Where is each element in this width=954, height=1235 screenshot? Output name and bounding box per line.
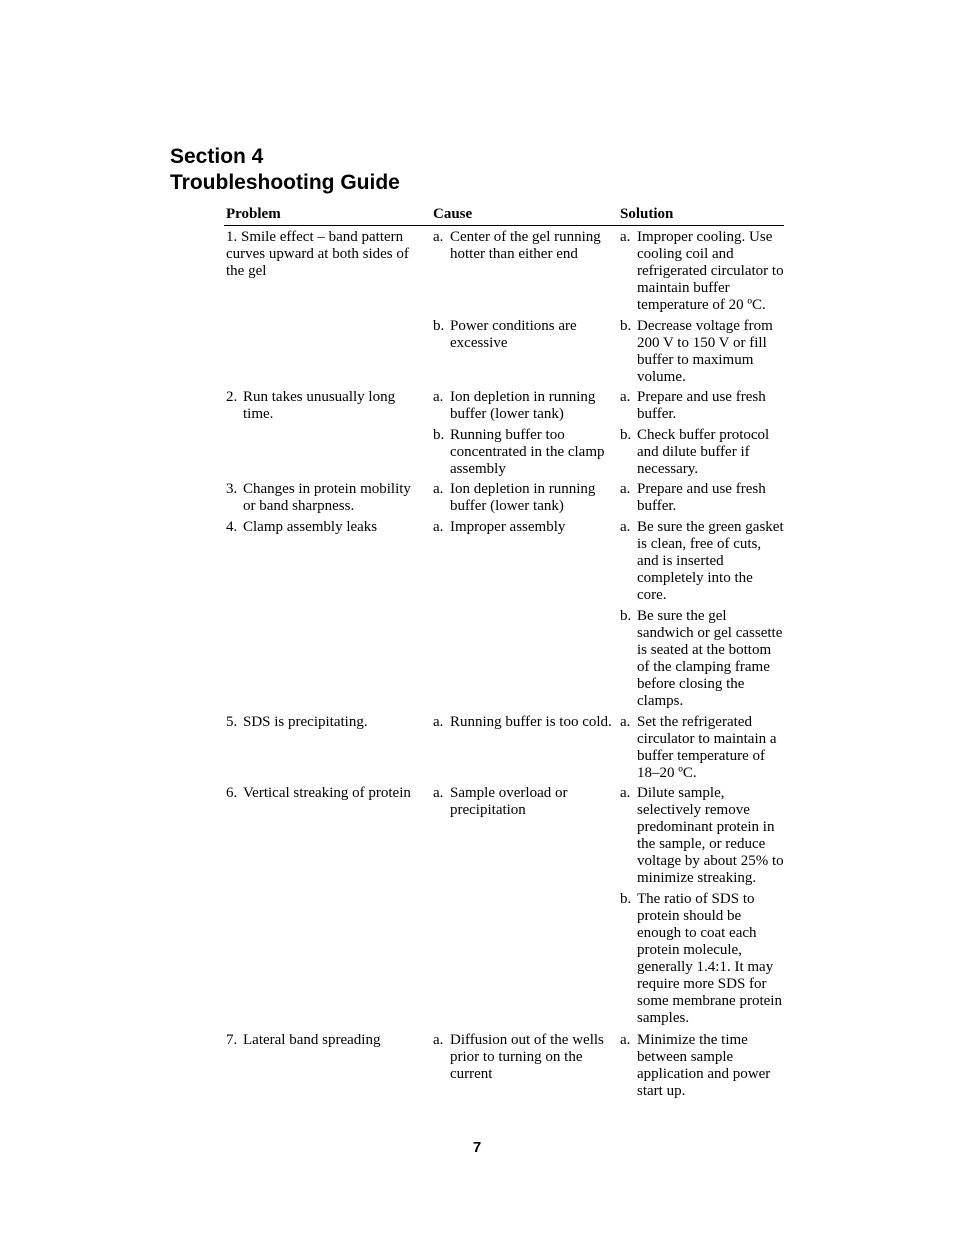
item-marker: a. [620, 389, 631, 405]
item-marker: a. [620, 229, 631, 245]
cause-6a [433, 785, 617, 819]
problem-5 [226, 714, 422, 731]
cause-text: Sample overload or precipitation [450, 785, 568, 818]
cause-2b [433, 427, 617, 478]
item-marker: a. [433, 389, 444, 405]
solution-7a [620, 1032, 784, 1100]
cause-text: Running buffer is too cold. [450, 714, 612, 730]
item-marker: a. [433, 519, 444, 535]
solution-text: Be sure the green gasket is clean, free of cuts, and is inserted completely into the core. [637, 519, 784, 603]
item-marker: b. [620, 608, 632, 624]
cause-text: Running buffer too concentrated in the clamp assembly [450, 427, 605, 477]
problem-number: 2. [226, 389, 238, 405]
solution-3a [620, 481, 784, 515]
page-number: 7 [472, 1139, 482, 1156]
solution-4b [620, 608, 784, 710]
problem-6 [226, 785, 422, 802]
item-marker: a. [620, 519, 631, 535]
problem-3 [226, 481, 422, 515]
item-marker: b. [433, 427, 445, 443]
item-marker: a. [620, 714, 631, 730]
item-marker: b. [620, 891, 632, 907]
problem-7 [226, 1032, 422, 1049]
cause-text: Power conditions are excessive [450, 318, 577, 351]
cause-text: Diffusion out of the wells prior to turning on the current [450, 1032, 604, 1082]
problem-2 [226, 389, 422, 423]
cause-7a [433, 1032, 617, 1083]
problem-number: 6. [226, 785, 238, 801]
solution-text: Prepare and use fresh buffer. [637, 481, 766, 514]
solution-2a [620, 389, 784, 423]
section-number: Section 4 [170, 145, 264, 168]
solution-text: Be sure the gel sandwich or gel cassette is seated at the bottom of the clamping frame before closing the clamps. [637, 608, 783, 709]
solution-text: Improper cooling. Use cooling coil and refrigerated circulator to maintain buffer temperature of 20 ºC. [637, 229, 784, 313]
cause-text: Center of the gel running hotter than either end [450, 229, 601, 262]
solution-text: The ratio of SDS to protein should be enough to coat each protein molecule, generally 1.4:1. It may require more SDS for some membrane protein samples. [637, 891, 782, 1026]
cause-text: Improper assembly [450, 519, 566, 535]
problem-number: 4. [226, 519, 238, 535]
solution-text: Dilute sample, selectively remove predominant protein in the sample, or reduce voltage by about 25% to minimize streaking. [637, 785, 784, 886]
problem-number: 7. [226, 1032, 238, 1048]
problem-number: 3. [226, 481, 238, 497]
column-header-problem: Problem [226, 206, 281, 222]
cause-3a [433, 481, 617, 515]
cause-1b [433, 318, 617, 352]
item-marker: a. [433, 714, 444, 730]
item-marker: b. [433, 318, 445, 334]
solution-4a [620, 519, 784, 604]
solution-5a [620, 714, 784, 782]
item-marker: a. [433, 481, 444, 497]
column-header-solution: Solution [620, 206, 674, 222]
item-marker: a. [433, 785, 444, 801]
column-header-cause: Cause [433, 206, 473, 222]
problem-text: Run takes unusually long time. [243, 389, 396, 422]
solution-text: Prepare and use fresh buffer. [637, 389, 766, 422]
section-heading [170, 144, 400, 196]
item-marker: b. [620, 318, 632, 334]
problem-text: SDS is precipitating. [243, 714, 368, 730]
item-marker: a. [433, 229, 444, 245]
solution-1a [620, 229, 784, 314]
item-marker: a. [620, 1032, 631, 1048]
cause-text: Ion depletion in running buffer (lower tank) [450, 389, 596, 422]
problem-4 [226, 519, 422, 536]
header-rule [224, 225, 784, 226]
item-marker: a. [620, 481, 631, 497]
problem-number: 1. [226, 229, 238, 245]
problem-text: Vertical streaking of protein [243, 785, 411, 801]
problem-number: 5. [226, 714, 238, 730]
cause-text: Ion depletion in running buffer (lower tank) [450, 481, 596, 514]
problem-text: Clamp assembly leaks [243, 519, 378, 535]
solution-text: Set the refrigerated circulator to maintain a buffer temperature of 18–20 ºC. [637, 714, 777, 781]
cause-2a [433, 389, 617, 423]
item-marker: a. [620, 785, 631, 801]
solution-text: Decrease voltage from 200 V to 150 V or fill buffer to maximum volume. [637, 318, 773, 385]
item-marker: a. [433, 1032, 444, 1048]
problem-text: Smile effect – band pattern curves upward at both sides of the gel [226, 229, 409, 279]
section-title: Troubleshooting Guide [170, 171, 400, 194]
solution-2b [620, 427, 784, 478]
solution-6b [620, 891, 784, 1027]
cause-1a [433, 229, 617, 263]
solution-6a [620, 785, 784, 887]
problem-1 [226, 229, 422, 280]
problem-text: Lateral band spreading [243, 1032, 381, 1048]
solution-text: Minimize the time between sample application and power start up. [637, 1032, 771, 1099]
solution-text: Check buffer protocol and dilute buffer if necessary. [637, 427, 770, 477]
cause-5a [433, 714, 617, 731]
item-marker: b. [620, 427, 632, 443]
solution-1b [620, 318, 784, 386]
cause-4a [433, 519, 617, 536]
problem-text: Changes in protein mobility or band sharpness. [243, 481, 411, 514]
